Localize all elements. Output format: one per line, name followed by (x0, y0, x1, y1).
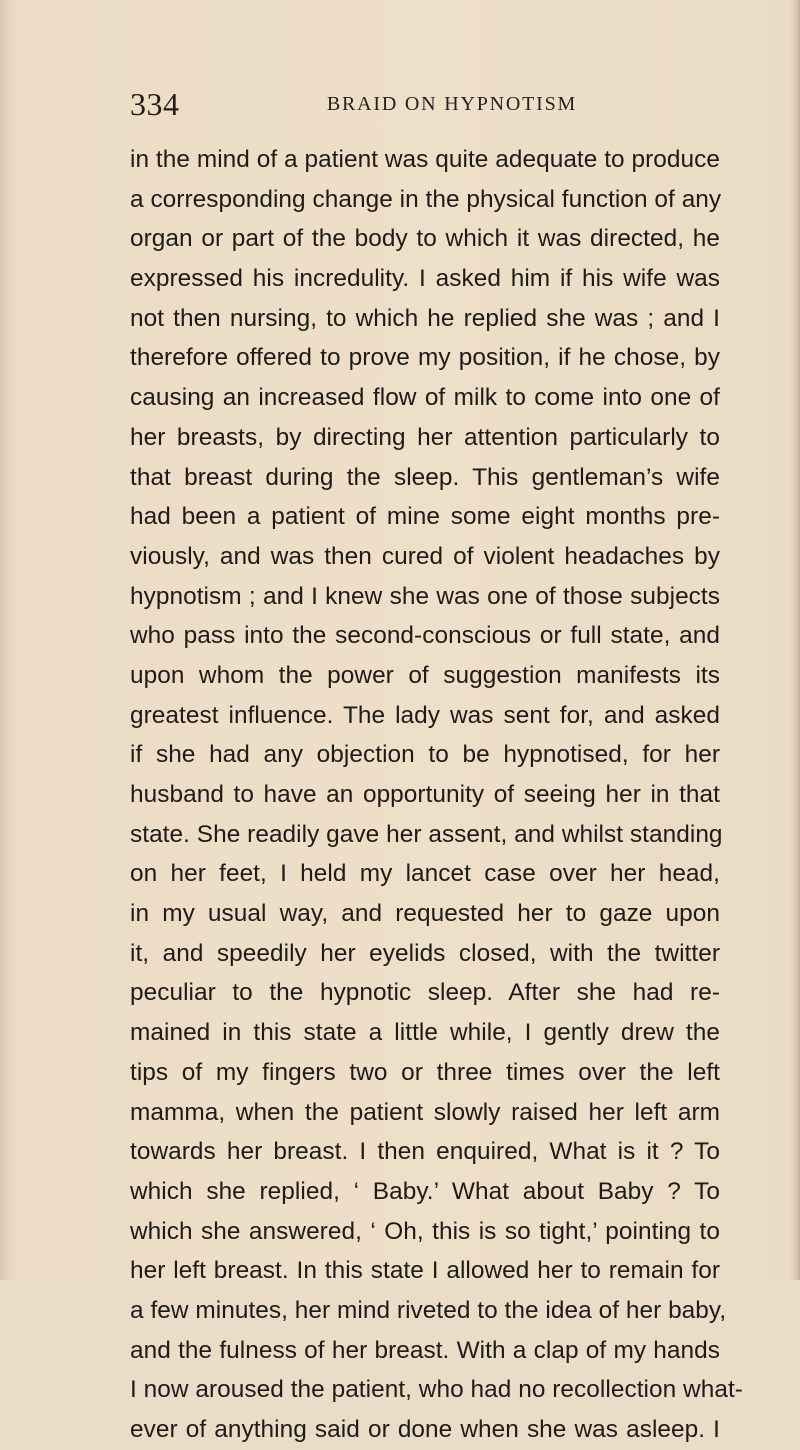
text-line: in my usual way, and requested her to gaze upon (130, 900, 720, 928)
text-line: a corresponding change in the physical function of any (130, 185, 722, 213)
text-line: mained in this state a little while, I gently drew the (130, 1019, 720, 1047)
text-line: causing an increased flow of milk to come into one of (130, 384, 720, 412)
text-line: state. She readily gave her assent, and whilst standing (130, 820, 723, 848)
text-line: her breasts, by directing her attention particularly to (130, 423, 720, 451)
text-line: viously, and was then cured of violent headaches by (130, 542, 720, 570)
text-line: her left breast. In this state I allowed her to remain for (130, 1257, 720, 1285)
text-line: had been a patient of mine some eight months pre- (130, 503, 720, 531)
text-line: that breast during the sleep. This gentleman’s wife (130, 463, 720, 491)
running-title: BRAID ON HYPNOTISM (326, 93, 578, 115)
text-line: it, and speedily her eyelids closed, with the twitter (130, 939, 720, 967)
text-line: who pass into the second-conscious or full state, and (130, 622, 720, 650)
text-line: mamma, when the patient slowly raised her left arm (130, 1098, 720, 1126)
text-line: ever of anything said or done when she was asleep. I (130, 1416, 720, 1443)
text-line: and the fulness of her breast. With a clap of my hands (130, 1336, 720, 1364)
text-line: expressed his incredulity. I asked him if his wife was (130, 265, 720, 293)
text-line: upon whom the power of suggestion manifests its (130, 661, 720, 689)
text-line: on her feet, I held my lancet case over her head, (130, 860, 720, 888)
page-gutter-shadow (0, 0, 14, 1280)
text-line: not then nursing, to which he replied she was ; and I (130, 304, 720, 332)
text-line: I now aroused the patient, who had no recollection what- (130, 1376, 743, 1404)
text-line: peculiar to the hypnotic sleep. After she had re- (130, 979, 720, 1007)
text-line: which she replied, ‘ Baby.’ What about Baby ? To (130, 1177, 720, 1205)
text-line: a few minutes, her mind riveted to the idea of her baby, (130, 1296, 727, 1324)
text-line: towards her breast. I then enquired, What is it ? To (130, 1138, 720, 1166)
text-line: which she answered, ‘ Oh, this is so tight,’ pointing to (130, 1217, 720, 1245)
text-line: husband to have an opportunity of seeing her in that (130, 781, 720, 808)
body-text (130, 140, 743, 1450)
page-number: 334 (130, 86, 180, 122)
text-line: organ or part of the body to which it was directed, he (130, 225, 720, 253)
text-line: in the mind of a patient was quite adequate to produce (130, 146, 720, 173)
text-line: tips of my fingers two or three times over the left (130, 1058, 720, 1086)
text-line: hypnotism ; and I knew she was one of those subjects (130, 582, 720, 610)
text-line: if she had any objection to be hypnotised, for her (130, 741, 720, 769)
text-line: therefore offered to prove my position, if he chose, by (130, 344, 720, 372)
page-edge-shadow (790, 0, 800, 1280)
page-header (130, 84, 750, 134)
text-line: greatest influence. The lady was sent for, and asked (130, 701, 720, 729)
